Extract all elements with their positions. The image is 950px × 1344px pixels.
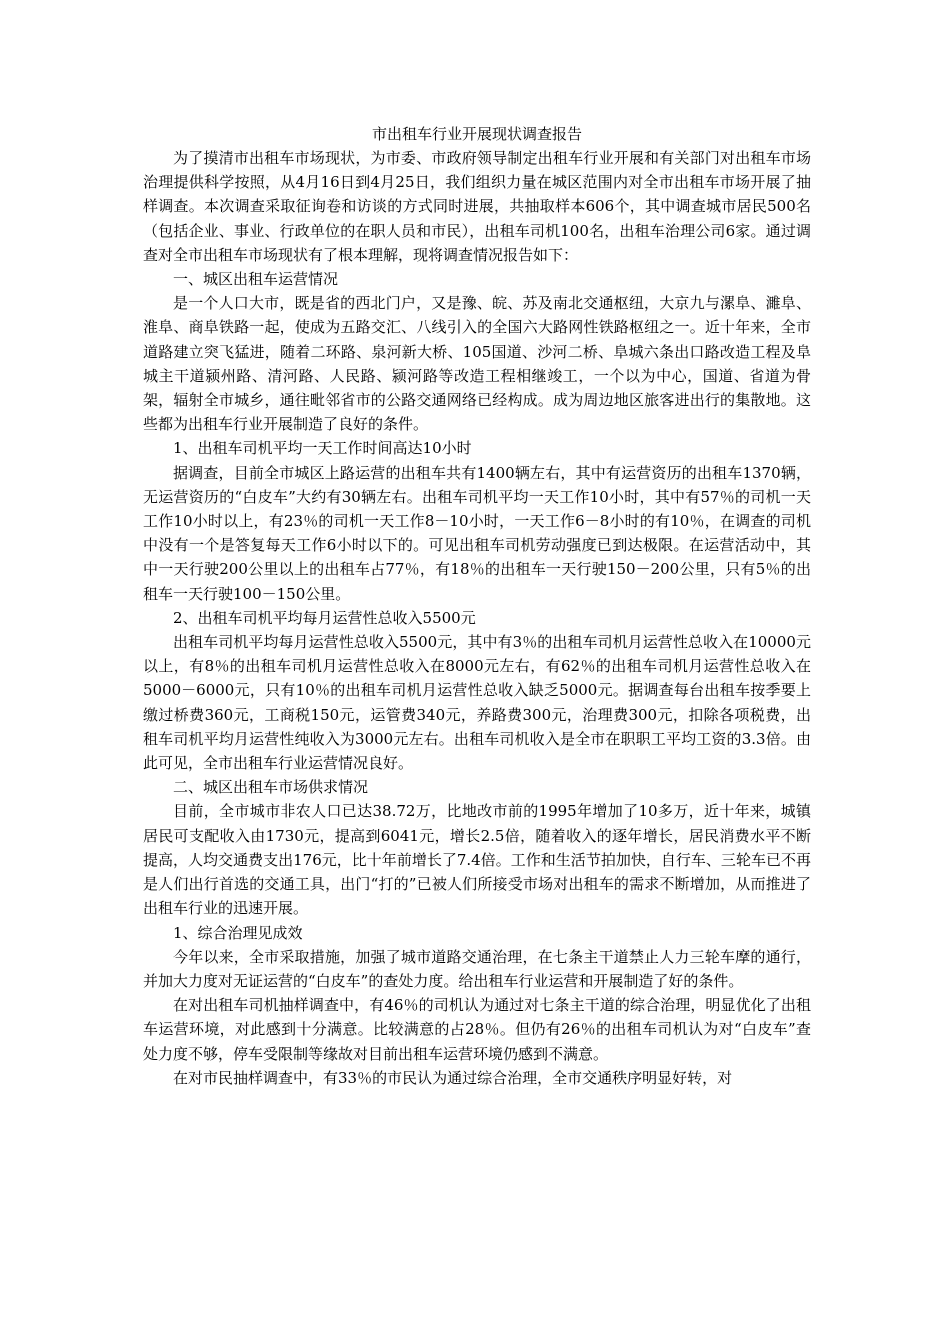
document-page: [143, 122, 811, 1090]
paragraph-governance: 今年以来，全市采取措施，加强了城市道路交通治理，在七条主干道禁止人力三轮车摩的通行，并加大力度对无证运营的“白皮车”的查处力度。给出租车行业运营和开展制造了好的条件。: [143, 947, 811, 990]
paragraph-intro: 为了摸清市出租车市场现状，为市委、市政府领导制定出租车行业开展和有关部门对出租车市场治理提供科学按照，从4月16日到4月25日，我们组织力量在城区范围内对全市出租车市场开展了抽样调查。本次调查采取征询卷和访谈的方式同时进展，共抽取样本606个，其中调查城市居民500名（包括企业、事业、行政单位的在职人员和市民），出租车司机100名，出租车治理公司6家。通过调查对全市出租车市场现状有了根本理解，现将调查情况报告如下：: [143, 149, 811, 264]
paragraph-supply-demand: 目前，全市城市非农人口已达38.72万，比地改市前的1995年增加了10多万，近十年来，城镇居民可支配收入由1730元，提高到6041元，增长2.5倍，随着收入的逐年增长，居民消费水平不断提高，人均交通费支出176元，比十年前增长了7.4倍。工作和生活节拍加快，自行车、三轮车已不再是人们出行首选的交通工具，出门“打的”已被人们所接受市场对出租车的需求不断增加，从而推进了出租车行业的迅速开展。: [143, 802, 811, 918]
paragraph-city-overview: 是一个人口大市，既是省的西北门户，又是豫、皖、苏及南北交通枢纽，大京九与漯阜、濉阜、淮阜、商阜铁路一起，使成为五路交汇、八线引入的全国六大路网性铁路枢纽之一。近十年来，全市道路建立突飞猛进，随着二环路、泉河新大桥、105国道、沙河二桥、阜城六条出口路改造工程及阜城主干道颍州路、清河路、人民路、颍河路等改造工程相继竣工，一个以为中心，国道、省道为骨架，辐射全市城乡，通往毗邻省市的公路交通网络已经构成。成为周边地区旅客进出行的集散地。这些都为出租车行业开展制造了良好的条件。: [143, 294, 811, 434]
section-heading-1: 一、城区出租车运营情况: [173, 270, 339, 289]
subsection-heading-1-2: 2、出租车司机平均每月运营性总收入5500元: [173, 608, 476, 627]
subsection-heading-2-1: 1、综合治理见成效: [173, 923, 303, 942]
paragraph-driver-survey: 在对出租车司机抽样调查中，有46％的司机认为通过对七条主干道的综合治理，明显优化了出租车运营环境，对此感到十分满意。比较满意的占28％。但仍有26％的出租车司机认为对“白皮车”查处力度不够，停车受限制等缘故对目前出租车运营环境仍感到不满意。: [143, 996, 811, 1063]
subsection-heading-1-1: 1、出租车司机平均一天工作时间高达10小时: [173, 439, 472, 458]
paragraph-work-hours: 据调查，目前全市城区上路运营的出租车共有1400辆左右，其中有运营资历的出租车1370辆，无运营资历的“白皮车”大约有30辆左右。出租车司机平均一天工作10小时，其中有57％的司机一天工作10小时以上，有23％的司机一天工作8－10小时，一天工作6－8小时的有10％，在调查的司机中没有一个是答复每天工作6小时以下的。可见出租车司机劳动强度已到达极限。在运营活动中，其中一天行驶200公里以上的出租车占77％，有18％的出租车一天行驶150－200公里，只有5％的出租车一天行驶100－150公里。: [143, 463, 811, 603]
paragraph-citizen-survey: 在对市民抽样调查中，有33％的市民认为通过综合治理，全市交通秩序明显好转，对: [173, 1068, 733, 1087]
document-body: [143, 146, 811, 1090]
paragraph-income: 出租车司机平均每月运营性总收入5500元，其中有3％的出租车司机月运营性总收入在10000元以上，有8％的出租车司机月运营性总收入在8000元左右，有62％的出租车司机月运营性总收入在5000－6000元，只有10％的出租车司机月运营性总收入缺乏5000元。据调查每台出租车按季要上缴过桥费360元，工商税150元，运管费340元，养路费300元，治理费300元，扣除各项税费，出租车司机平均月运营性纯收入为3000元左右。出租车司机收入是全市在职职工平均工资的3.3倍。由此可见，全市出租车行业运营情况良好。: [143, 633, 811, 773]
section-heading-2: 二、城区出租车市场供求情况: [173, 778, 369, 797]
document-title: 市出租车行业开展现状调查报告: [371, 125, 582, 143]
